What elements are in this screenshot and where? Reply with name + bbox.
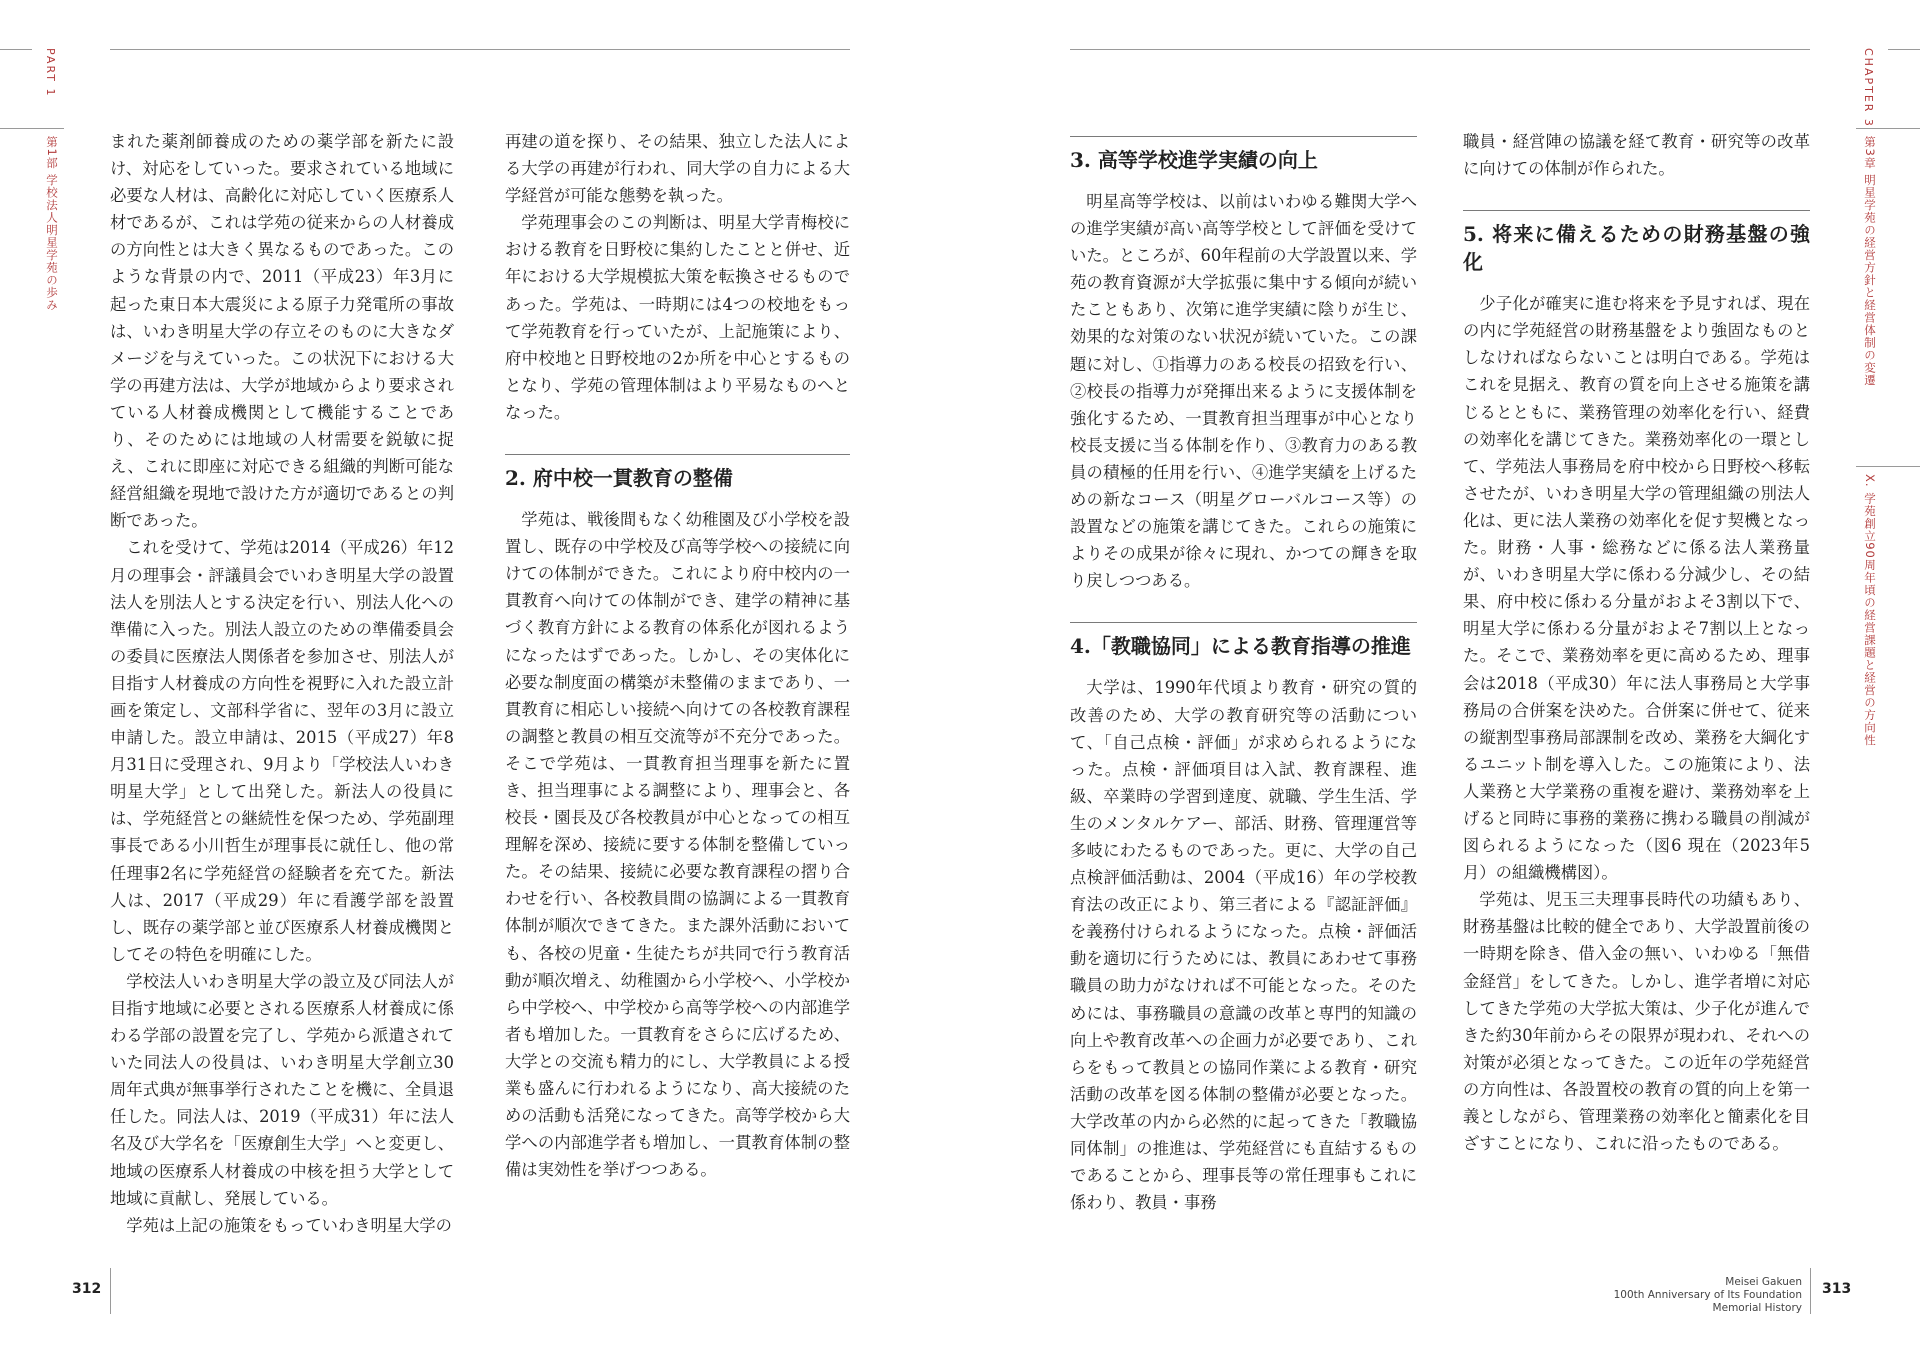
paragraph: 明星高等学校は、以前はいわゆる難関大学への進学実績が高い高等学校として評価を受けていた。ところが、60年程前の大学設置以来、学苑の教育資源が大学拡張に集中する傾向が続いたこともあり、次第に進学実績に陰りが生じ、効果的な対策のない状況が続いていた。この課題に対し、①指導力のある校長の招致を行い、②校長の指導力が発揮出来るように支援体制を強化するため、一貫教育担当理事が中心となり校長支援に当る体制を作り、③教育力のある教員の積極的任用を行い、④進学実績を上げるための新なコース（明星グローバルコース等）の設置などの施策を講じてきた。これらの施策によりその成果が徐々に現れ、かつての輝きを取り戻しつつある。 [1070, 192, 1417, 591]
book-info-line-1: Meisei Gakuen [1725, 1276, 1802, 1288]
right-column-2 [1463, 128, 1810, 1157]
section-spacer [505, 492, 850, 506]
paragraph: これを受けて、学苑は2014（平成26）年12月の理事会・評議員会でいわき明星大学の設置法人を別法人とする決定を行い、別法人化への準備に入った。別法人設立のための準備委員会の委員に医療法人関係者を参加させ、別法人が目指す人材養成の方向性を視野に入れた設立計画を策定し、文部科学省に、翌年の3月に設立申請した。設立申請は、2015（平成27）年8月31日に受理され、9月より「学校法人いわき明星大学」として出発した。新法人の役員には、学苑経営との継続性を保つため、学苑副理事長である小川哲生が理事長に就任し、他の常任理事2名に学苑経営の経験者を充てた。新法人は、2017（平成29）年に看護学部を設置し、既存の薬学部と並び医療系人材養成機関としてその特色を明確にした。 [110, 538, 454, 964]
paragraph: 大学は、1990年代頃より教育・研究の質的改善のため、大学の教育研究等の活動について、「自己点検・評価」が求められるようになった。点検・評価項目は入試、教育課程、進級、卒業時の学習到達度、就職、学生生活、学生のメンタルケアー、部活、財務、管理運営等多岐にわたるものであった。更に、大学の自己点検評価活動は、2004（平成16）年の学校教育法の改正により、第三者による『認証評価』を義務付けられるようになった。点検・評価活動を適切に行うためには、教員にあわせて事務職員の助力がなければ不可能となった。そのためには、事務職員の意識の改革と専門的知識の向上や教育改革への企画力が必要であり、これらをもって教員との協同作業による教育・研究活動の改革を図る体制の整備が必要となった。大学改革の内から必然的に起ってきた「教職協同体制」の推進は、学苑経営にも直結するものであることから、理事長等の常任理事もこれに係わり、教員・事務 [1070, 678, 1417, 1213]
right-column-1 [1070, 136, 1417, 1216]
chapter-label: CHAPTER 3 [1862, 48, 1875, 128]
section-heading: 2. 府中校一貫教育の整備 [505, 454, 850, 492]
book-info-line-3: Memorial History [1712, 1302, 1802, 1314]
section-x-label: X. 学苑創立90周年頃の経営課題と経営の方向性 [1863, 474, 1877, 747]
left-header-rule-main [110, 49, 850, 50]
paragraph: 学校法人いわき明星大学の設立及び同法人が目指す地域に必要とされる医療系人材養成に係わる学部の設置を完了し、学苑から派遣されていた同法人の役員は、いわき明星大学創立30周年式典が無事挙行されたことを機に、全員退任した。同法人は、2019（平成31）年に法人名及び大学名を「医療創生大学」へと変更し、地域の医療系人材養成の中核を担う大学として地域に貢献し、発展している。 [110, 971, 454, 1208]
right-header-rule [1888, 49, 1920, 50]
left-footer-divider [110, 1268, 111, 1314]
section-spacer [1070, 174, 1417, 188]
left-page-number: 312 [72, 1281, 102, 1297]
section-gap [1070, 594, 1417, 622]
paragraph: 職員・経営陣の協議を経て教育・研究等の改革に向けての体制が作られた。 [1463, 132, 1810, 179]
section-gap [1463, 182, 1810, 210]
right-side-rule-1 [1856, 128, 1920, 129]
right-page-number: 313 [1822, 1281, 1852, 1297]
book-info [1600, 1276, 1802, 1315]
left-side-rule [0, 128, 64, 129]
paragraph: 学苑は上記の施策をもっていわき明星大学の [126, 1215, 452, 1235]
section-spacer [1463, 276, 1810, 290]
left-header-rule [0, 49, 32, 50]
paragraph: 学苑は、児玉三夫理事長時代の功績もあり、財務基盤は比較的健全であり、大学設置前後の一時期を除き、借入金の無い、いわゆる「無借金経営」をしてきた。しかし、進学者増に対応してきた学苑の大学拡大策は、少子化が進んできた約30年前からその限界が現われ、それへの対策が必須となってきた。この近年の学苑経営の方向性は、各設置校の教育の質的向上を第一義としながら、管理業務の効率化と簡素化を目ざすことになり、これに沿ったものである。 [1463, 890, 1810, 1154]
paragraph: 学苑は、戦後間もなく幼稚園及び小学校を設置し、既存の中学校及び高等学校への接続に向けての体制ができた。これにより府中校内の一貫教育へ向けての体制ができ、建学の精神に基づく教育方針による教育の体系化が図れるようになったはずであった。しかし、その実体化に必要な制度面の構築が未整備のままであり、一貫教育に相応しい接続へ向けての各校教育課程の調整と教員の相互交流等が不充分であった。そこで学苑は、一貫教育担当理事を新たに置き、担当理事による調整により、理事会と、各校長・園長及び各校教員が中心となっての相互理解を深め、接続に要する体制を整備していった。その結果、接続に必要な教育課程の摺り合わせを行い、各校教員間の協調による一貫教育体制が順次できてきた。また課外活動においても、各校の児童・生徒たちが共同で行う教育活動が順次増え、幼稚園から小学校へ、小学校から中学校へ、中学校から高等学校への内部進学者も増加した。一貫教育をさらに広げるため、大学との交流も精力的にし、大学教員による授業も盛んに行われるようになり、高大接続のための活動も活発になってきた。高等学校から大学への内部進学者も増加し、一貫教育体制の整備は実効性を挙げつつある。 [505, 510, 850, 1180]
chapter-title-label: 第3章 明星学苑の経営方針と経営体制の変遷 [1863, 136, 1877, 387]
left-column-1 [110, 128, 454, 1239]
right-side-rule-2 [1856, 466, 1920, 467]
section-heading: 3. 高等学校進学実績の向上 [1070, 136, 1417, 174]
book-info-line-2: 100th Anniversary of Its Foundation [1613, 1289, 1802, 1301]
section-heading: 4.「教職協同」による教育指導の推進 [1070, 622, 1417, 660]
section-gap [505, 426, 850, 454]
left-column-2 [505, 128, 850, 1183]
paragraph: 少子化が確実に進む将来を予見すれば、現在の内に学苑経営の財務基盤をより強固なものとしなければならないことは明白である。学苑はこれを見据え、教育の質を向上させる施策を講じるとともに、業務管理の効率化を行い、経費の効率化を講じてきた。業務効率化の一環として、学苑法人事務局を府中校から日野校へ移転させたが、いわき明星大学の管理組織の別法人化は、更に法人業務の効率化を促す契機となった。財務・人事・総務などに係る法人業務量が、いわき明星大学に係わる分減少し、その結果、府中校に係わる分量がおよそ3割以下で、明星大学に係わる分量がおよそ7割以上となった。そこで、業務効率を更に高めるため、理事会は2018（平成30）年に法人事務局と大学事務局の合併案を決めた。合併案に併せて、従来の縦割型事務局部課制を改め、業務を大綱化するユニット制を導入した。この施策により、法人業務と大学業務の重複を避け、業務効率を上げると同時に事務的業務に携わる職員の削減が図られるようになった（図6 現在（2023年5月）の組織機構図）。 [1463, 294, 1810, 883]
section-spacer [1070, 660, 1417, 674]
right-header-rule-main [1070, 49, 1810, 50]
paragraph: 学苑理事会のこの判断は、明星大学青梅校における教育を日野校に集約したことと併せ、近年における大学規模拡大策を転換させるものであった。学苑は、一時期には4つの校地をもって学苑教育を行っていたが、上記施策により、府中校地と日野校地の2か所を中心とするものとなり、学苑の管理体制はより平易なものへとなった。 [505, 213, 850, 422]
paragraph: 再建の道を探り、その結果、独立した法人による大学の再建が行われ、同大学の自力による大学経営が可能な態勢を執った。 [505, 132, 850, 206]
paragraph: まれた薬剤師養成のための薬学部を新たに設け、対応をしていった。要求されている地域に必要な人材は、高齢化に対応していく医療系人材であるが、これは学苑の従来からの人材養成の方向性とは大きく異なるものであった。このような背景の内で、2011（平成23）年3月に起った東日本大震災による原子力発電所の事故は、いわき明星大学の存立そのものに大きなダメージを与えていった。この状況下における大学の再建方法は、大学が地域からより要求されている人材養成機関として機能することであり、そのためには地域の人材需要を鋭敏に捉え、これに即座に対応できる組織的判断可能な経営組織を現地で設けた方が適切であるとの判断であった。 [110, 132, 454, 531]
part-label: PART 1 [44, 48, 57, 98]
right-footer-divider [1810, 1268, 1811, 1314]
part-section-label: 第1部 学校法人明星学苑の歩み [45, 136, 59, 312]
section-heading: 5. 将来に備えるための財務基盤の強化 [1463, 210, 1810, 276]
